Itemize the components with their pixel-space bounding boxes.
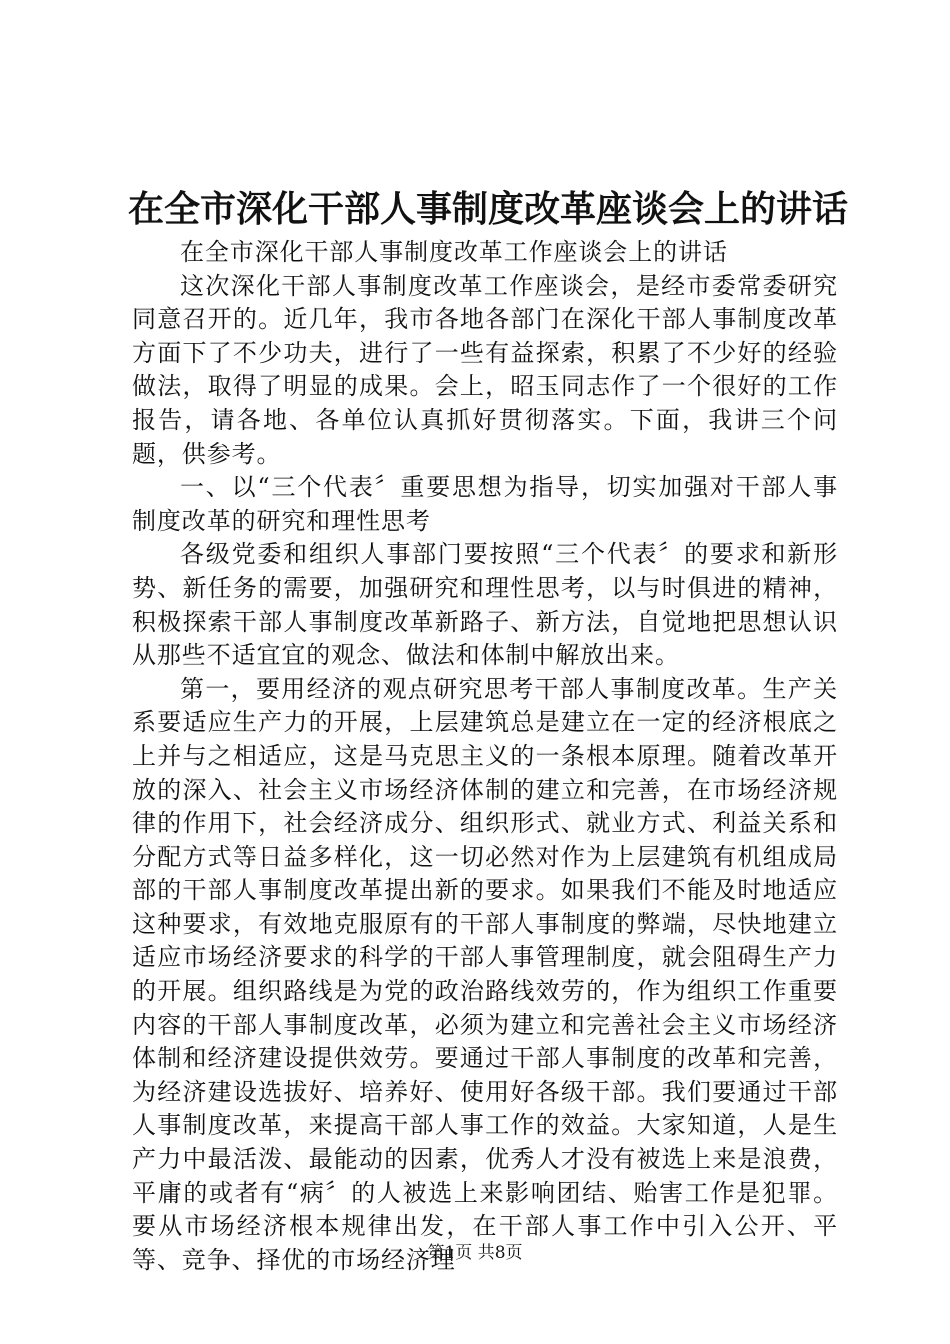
- paragraph-section-heading: 一、以“三个代表〞重要思想为指导，切实加强对干部人事制度改革的研究和理性思考: [132, 473, 838, 535]
- paragraph-first-point: 第一，要用经济的观点研究思考干部人事制度改革。生产关系要适应生产力的开展，上层建筑总是建立在一定的经济根底之上并与之相适应，这是马克思主义的一条根本原理。随着改革开放的深入、社会主义市场经济体制的建立和完善，在市场经济规律的作用下，社会经济成分、组织形式、就业方式、利益关系和分配方式等日益多样化，这一切必然对作为上层建筑有机组成局部的干部人事制度改革提出新的要求。如果我们不能及时地适应这种要求，有效地克服原有的干部人事制度的弊端，尽快地建立适应市场经济要求的科学的干部人事管理制度，就会阻碍生产力的开展。组织路线是为党的政治路线效劳的，作为组织工作重要内容的干部人事制度改革，必须为建立和完善社会主义市场经济体制和经济建设提供效劳。要通过干部人事制度的改革和完善，为经济建设选拔好、培养好、使用好各级干部。我们要通过干部人事制度改革，来提高干部人事工作的效益。大家知道，人是生产力中最活泼、最能动的因素，优秀人才没有被选上来是浪费，平庸的或者有“病〞的人被选上来影响团结、贻害工作是犯罪。要从市场经济根本规律出发，在干部人事工作中引入公开、平等、竞争、择优的市场经济理: [132, 674, 838, 1274]
- document-body: [132, 236, 838, 1277]
- page-number-footer: 第1页 共8页: [427, 1243, 523, 1263]
- document-title: 在全市深化干部人事制度改革座谈会上的讲话: [128, 188, 849, 230]
- paragraph-section-body: 各级党委和组织人事部门要按照“三个代表〞的要求和新形势、新任务的需要，加强研究和理性思考，以与时俱进的精神，积极探索干部人事制度改革新路子、新方法，自觉地把思想认识从那些不适宜宜的观念、做法和体制中解放出来。: [132, 540, 838, 670]
- paragraph-subtitle: 在全市深化干部人事制度改革工作座谈会上的讲话: [180, 238, 728, 266]
- paragraph-intro: 这次深化干部人事制度改革工作座谈会，是经市委常委研究同意召开的。近几年，我市各地各部门在深化干部人事制度改革方面下了不少功夫，进行了一些有益探索，积累了不少好的经验做法，取得了明显的成果。会上，昭玉同志作了一个很好的工作报告，请各地、各单位认真抓好贯彻落实。下面，我讲三个问题，供参考。: [132, 271, 838, 468]
